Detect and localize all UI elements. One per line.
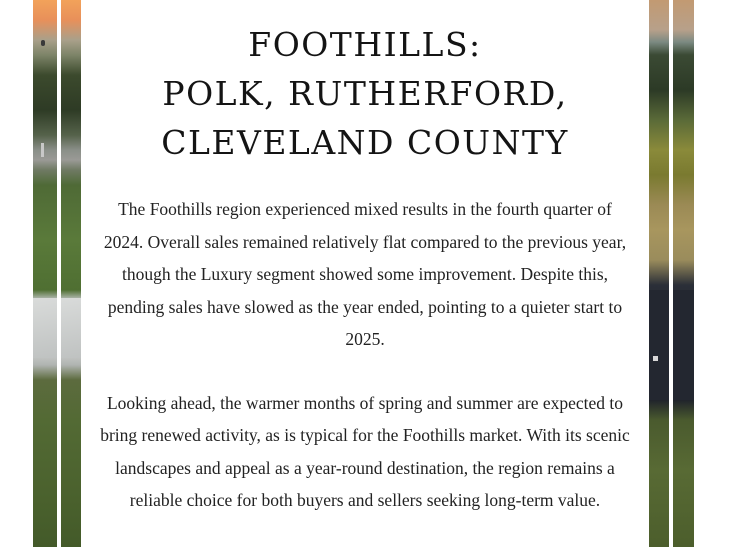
right-photo-strip-outer bbox=[673, 0, 694, 547]
driveway-shape bbox=[61, 298, 81, 358]
page-title bbox=[100, 20, 630, 167]
title-line-1: FOOTHILLS: bbox=[248, 25, 482, 64]
barn-shape bbox=[673, 290, 694, 400]
water-tower-shape bbox=[41, 40, 45, 46]
landscape-photo bbox=[33, 0, 57, 547]
left-photo-strip-outer bbox=[33, 0, 57, 547]
barn-window-shape bbox=[653, 356, 658, 361]
right-photo-strip-inner bbox=[649, 0, 669, 547]
landscape-photo bbox=[649, 0, 669, 547]
landscape-photo bbox=[61, 0, 81, 547]
barn-shape bbox=[649, 290, 669, 400]
left-photo-strip-inner bbox=[61, 0, 81, 547]
body-paragraph-1: The Foothills region experienced mixed results in the fourth quarter of 2024. Overall sales remained relatively flat compared to the previous year, though the Luxury segment showed some improvement. Despite this, pending sales have slowed as the year ended, pointing to a quieter start to 2025. bbox=[103, 199, 627, 349]
flagpole-shape bbox=[41, 143, 44, 157]
title-line-2: POLK, RUTHERFORD, bbox=[162, 74, 568, 113]
main-content bbox=[100, 0, 630, 517]
body-paragraph-2: Looking ahead, the warmer months of spring and summer are expected to bring renewed activity, as is typical for the Foothills market. With its scenic landscapes and appeal as a year-round destination, the region remains a reliable choice for both buyers and sellers seeking long-term value. bbox=[100, 392, 630, 510]
title-line-3: CLEVELAND COUNTY bbox=[161, 123, 569, 162]
landscape-photo bbox=[673, 0, 694, 547]
driveway-shape bbox=[33, 298, 57, 358]
